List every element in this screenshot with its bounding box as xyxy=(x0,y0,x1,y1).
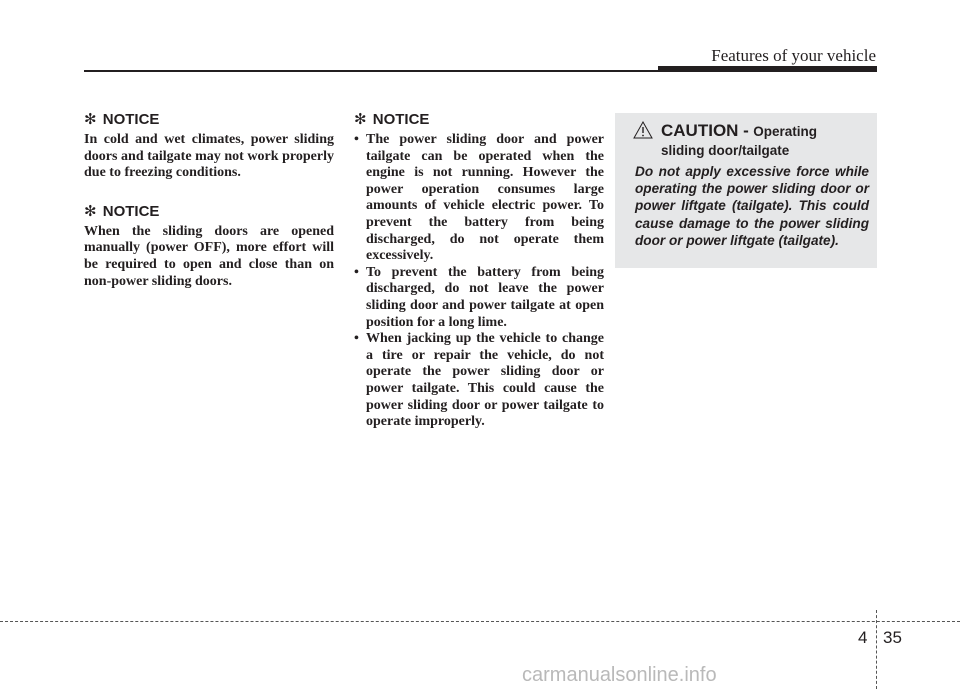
list-item: • The power sliding door and power tailgate can be operated when the engine is not running. However the power operation consumes large amounts of vehicle electric power. To prevent the battery from being discharged, do not operate them excessively. xyxy=(354,132,604,264)
notice-text: When the sliding doors are opened manually (power OFF), more effort will be required to open and close than on non-power sliding doors. xyxy=(84,223,334,289)
left-column xyxy=(84,110,334,290)
caution-label: CAUTION - xyxy=(661,121,749,140)
caution-title xyxy=(661,121,871,158)
notice-star-icon: ✻ xyxy=(84,110,97,128)
notice-heading: NOTICE xyxy=(102,202,160,220)
caution-text: Do not apply excessive force while operating the power sliding door or power liftgate (tailgate). This could cause damage to the power sliding door or power liftgate (tailgate). xyxy=(635,164,869,248)
page-number: 35 xyxy=(883,628,902,647)
header-divider xyxy=(84,70,664,72)
footer-divider xyxy=(0,621,960,622)
chapter-number: 4 xyxy=(858,628,868,647)
section-title: Features of your vehicle xyxy=(711,46,876,65)
bullet-icon: • xyxy=(354,132,359,147)
caution-subject-line2: sliding door/tailgate xyxy=(661,143,790,158)
page-number-divider xyxy=(876,610,878,689)
warning-triangle-icon xyxy=(633,121,653,139)
middle-column xyxy=(354,110,604,431)
header-divider-accent xyxy=(658,66,877,72)
notice-block xyxy=(84,110,334,182)
list-item: • When jacking up the vehicle to change a tire or repair the vehicle, do not operate the power sliding door or power tailgate. This could cause the power sliding door or power tailgate to operate improperly. xyxy=(354,331,604,430)
notice-heading: NOTICE xyxy=(102,111,160,128)
caution-subject: Operating xyxy=(753,124,818,139)
notice-star-icon: ✻ xyxy=(84,201,97,220)
caution-box xyxy=(615,113,877,268)
list-item: • To prevent the battery from being discharged, do not leave the power sliding door and power tailgate at open position for a long lime. xyxy=(354,264,604,330)
notice-star-icon: ✻ xyxy=(354,110,367,128)
notice-bullet-list xyxy=(354,132,604,431)
bullet-icon: • xyxy=(354,331,359,347)
bullet-icon: • xyxy=(354,264,359,280)
watermark: carmanualsonline.info xyxy=(522,664,717,686)
notice-block xyxy=(84,202,334,290)
notice-heading: NOTICE xyxy=(372,111,430,128)
notice-text: In cold and wet climates, power sliding doors and tailgate may not work properly due to freezing conditions. xyxy=(84,132,334,181)
